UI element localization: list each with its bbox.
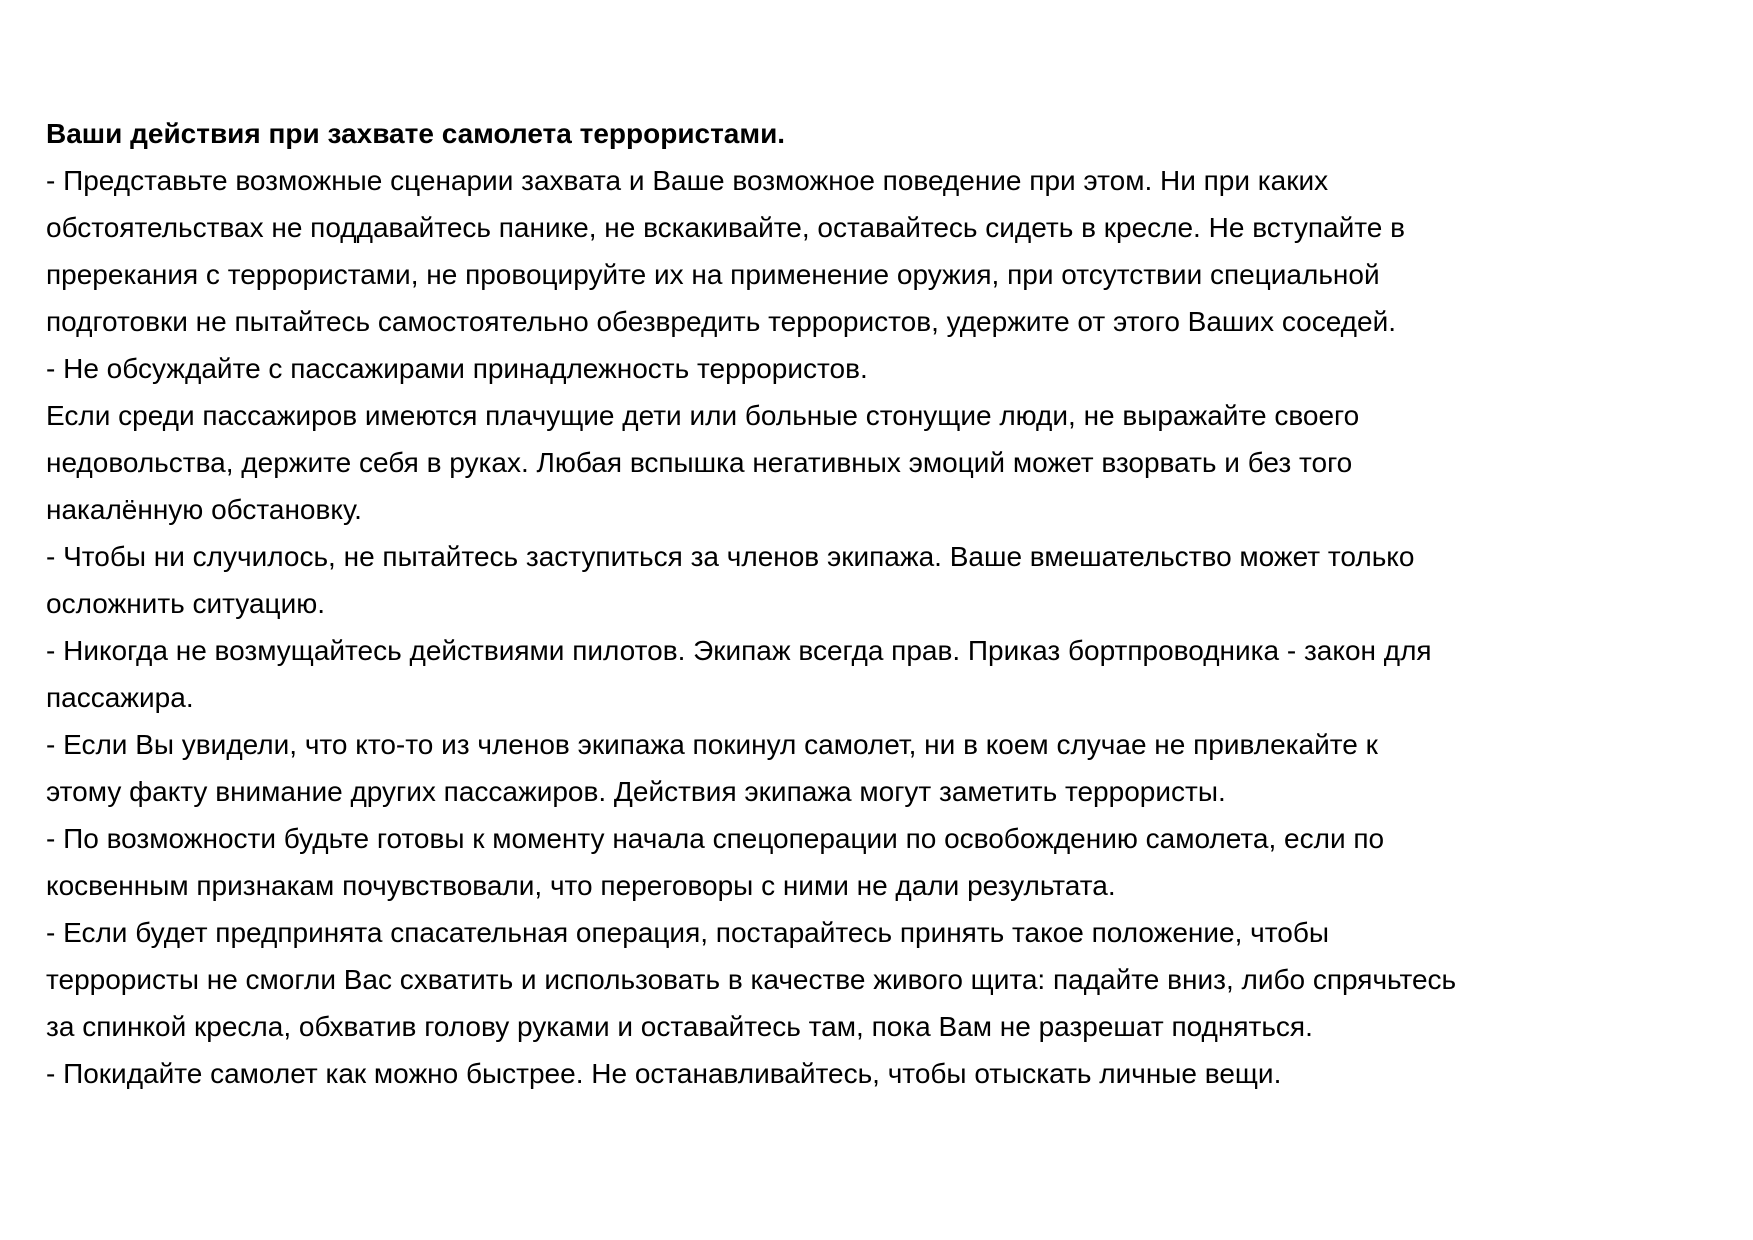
text-line: осложнить ситуацию.	[46, 588, 326, 619]
document-title: Ваши действия при захвате самолета террористами.	[46, 118, 786, 149]
text-line: - Не обсуждайте с пассажирами принадлежность террористов.	[46, 353, 868, 384]
text-line: - Если будет предпринята спасательная операция, постарайтесь принять такое положение, чтобы	[46, 917, 1329, 948]
text-line: недовольства, держите себя в руках. Любая вспышка негативных эмоций может взорвать и без того	[46, 447, 1353, 478]
text-line: накалённую обстановку.	[46, 494, 362, 525]
text-line: - Чтобы ни случилось, не пытайтесь заступиться за членов экипажа. Ваше вмешательство может только	[46, 541, 1415, 572]
text-line: пассажира.	[46, 682, 194, 713]
text-line: обстоятельствах не поддавайтесь панике, не вскакивайте, оставайтесь сидеть в кресле. Не вступайте в	[46, 212, 1405, 243]
text-line: - По возможности будьте готовы к моменту начала спецоперации по освобождению самолета, если по	[46, 823, 1385, 854]
text-line: террористы не смогли Вас схватить и использовать в качестве живого щита: падайте вниз, либо спрячьтесь	[46, 964, 1457, 995]
text-line: этому факту внимание других пассажиров. Действия экипажа могут заметить террористы.	[46, 776, 1226, 807]
document-body	[46, 110, 1706, 1097]
text-line: за спинкой кресла, обхватив голову руками и оставайтесь там, пока Вам не разрешат подняться.	[46, 1011, 1313, 1042]
text-line: Если среди пассажиров имеются плачущие дети или больные стонущие люди, не выражайте своего	[46, 400, 1360, 431]
text-line: - Покидайте самолет как можно быстрее. Не останавливайтесь, чтобы отыскать личные вещи.	[46, 1058, 1282, 1089]
text-line: подготовки не пытайтесь самостоятельно обезвредить террористов, удержите от этого Ваших соседей.	[46, 306, 1396, 337]
text-line: - Никогда не возмущайтесь действиями пилотов. Экипаж всегда прав. Приказ бортпроводника - закон для	[46, 635, 1432, 666]
text-line: пререкания с террористами, не провоцируйте их на применение оружия, при отсутствии специальной	[46, 259, 1380, 290]
text-line: косвенным признакам почувствовали, что переговоры с ними не дали результата.	[46, 870, 1116, 901]
text-line: - Представьте возможные сценарии захвата и Ваше возможное поведение при этом. Ни при каких	[46, 165, 1329, 196]
text-line: - Если Вы увидели, что кто-то из членов экипажа покинул самолет, ни в коем случае не привлекайте к	[46, 729, 1378, 760]
